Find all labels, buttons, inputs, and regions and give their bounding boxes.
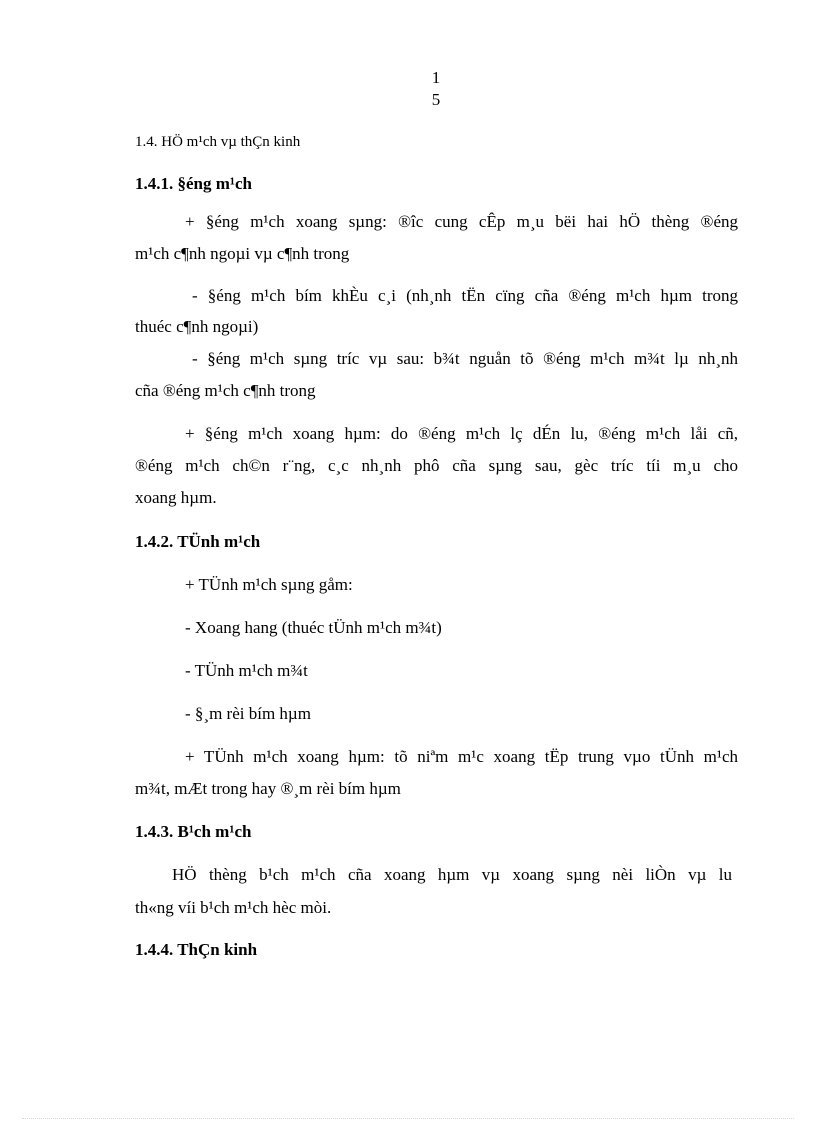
s142-line2: - Xoang hang (thuéc tÜnh m¹ch m¾t) <box>185 618 442 637</box>
s141-para3-line2: cña ®éng m¹ch c¶nh trong <box>135 381 316 400</box>
s141-para3-line1: - §éng m¹ch sµng tríc vµ sau: b¾t nguån tõ ®éng m¹ch m¾t lµ nh¸nh <box>192 349 738 368</box>
s141-para2-line2: thuéc c¶nh ngoµi) <box>135 317 259 336</box>
page-number-top: 1 <box>431 68 441 87</box>
s143-line2: th«ng víi b¹ch m¹ch hèc mòi. <box>135 898 332 917</box>
section-title: 1.4. HÖ m¹ch vµ thÇn kinh <box>135 134 301 150</box>
s142-line3: - TÜnh m¹ch m¾t <box>185 661 308 680</box>
s143-line1: HÖ thèng b¹ch m¹ch cña xoang hµm vµ xoang sµng nèi liÒn vµ lu <box>172 865 732 884</box>
heading-1-4-1: 1.4.1. §éng m¹ch <box>135 174 253 193</box>
heading-1-4-2: 1.4.2. TÜnh m¹ch <box>135 532 261 551</box>
heading-1-4-4: 1.4.4. ThÇn kinh <box>135 940 258 959</box>
s141-para2-line1: - §éng m¹ch bím khÈu c¸i (nh¸nh tËn cïng cña ®éng m¹ch hµm trong <box>192 286 738 305</box>
s142-line6: m¾t, mÆt trong hay ®¸m rèi bím hµm <box>135 779 401 798</box>
page-number-bottom: 5 <box>431 90 441 109</box>
s141-para4-line3: xoang hµm. <box>135 488 217 507</box>
s142-line4: - §¸m rèi bím hµm <box>185 704 311 723</box>
s142-line5: + TÜnh m¹ch xoang hµm: tõ niªm m¹c xoang tËp trung vµo tÜnh m¹ch <box>185 747 738 766</box>
s141-para1-line2: m¹ch c¶nh ngoµi vµ c¶nh trong <box>135 244 350 263</box>
s141-para4-line2: ®éng m¹ch ch©n r¨ng, c¸c nh¸nh phô cña sµng sau, gèc tríc tíi m¸u cho <box>135 456 738 475</box>
s142-line1: + TÜnh m¹ch sµng gåm: <box>185 575 353 594</box>
s141-para1-line1: + §éng m¹ch xoang sµng: ®îc cung cÊp m¸u bëi hai hÖ thèng ®éng <box>185 212 738 231</box>
s141-para4-line1: + §éng m¹ch xoang hµm: do ®éng m¹ch lç dÉn lu, ®éng m¹ch låi cñ, <box>185 424 738 443</box>
heading-1-4-3: 1.4.3. B¹ch m¹ch <box>135 822 252 841</box>
page-bottom-rule <box>22 1118 794 1119</box>
